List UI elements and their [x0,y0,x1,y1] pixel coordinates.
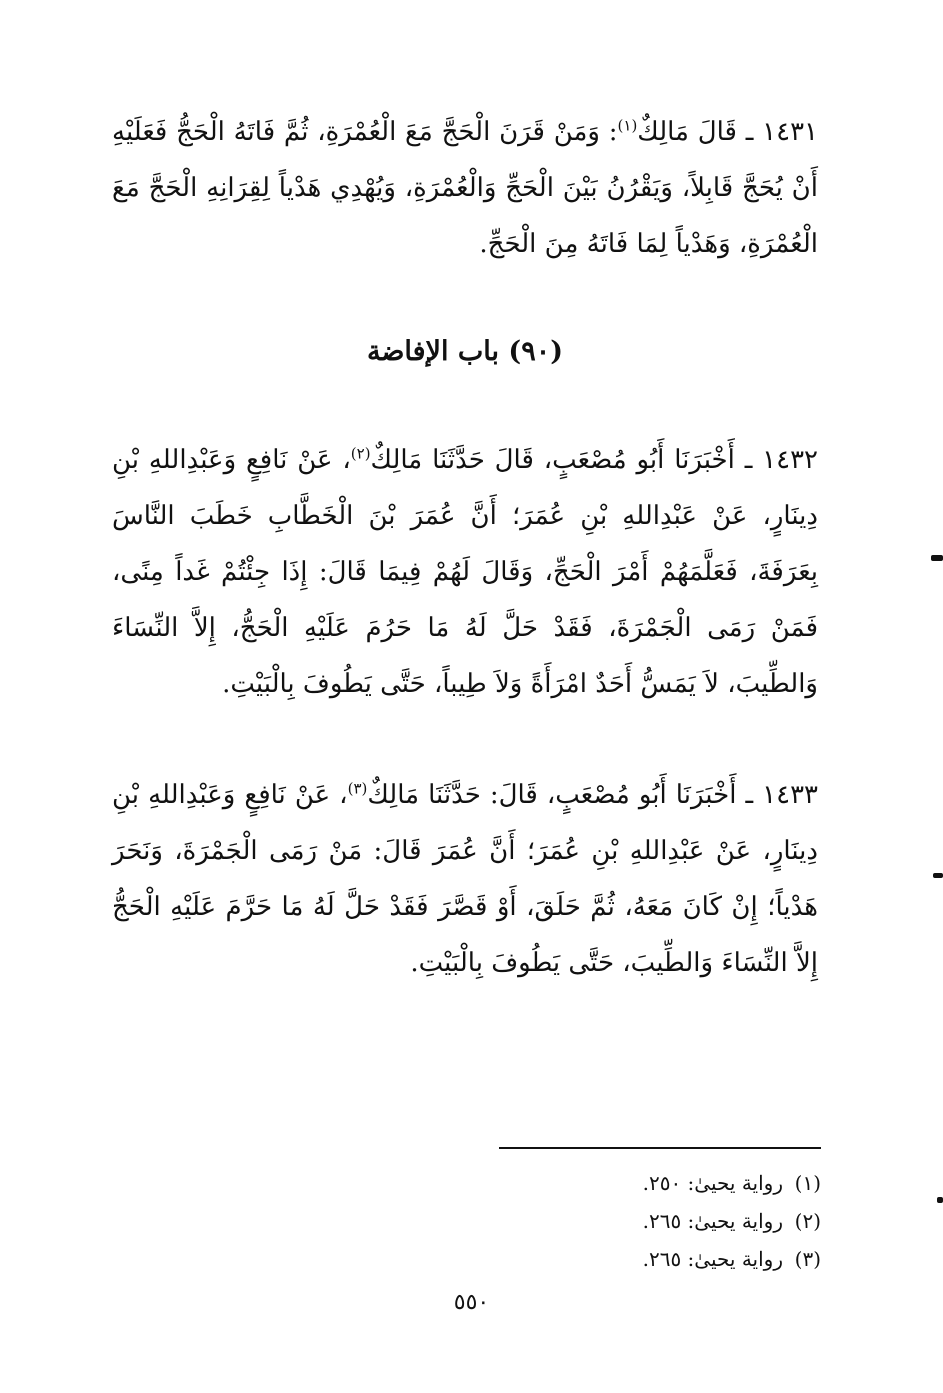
scan-edge-mark [937,1197,943,1203]
footnote-ref: (٣) [347,779,368,798]
paragraph-1432 [112,432,818,712]
scan-edge-mark [931,555,943,561]
paragraph-lead: ١٤٣١ ـ قَالَ مَالِكٌ [637,117,818,147]
footnote-3 [499,1240,821,1278]
paragraph-lead: ١٤٣٢ ـ أَخْبَرَنَا أَبُو مُصْعَبٍ، قَالَ حَدَّثَنَا مَالِكٌ [370,445,819,475]
footnote-number: (٣) [794,1247,821,1271]
paragraph-body: ، عَنْ نَافِعٍ وَعَبْدِاللهِ بْنِ دِينَارٍ، عَنْ عَبْدِاللهِ بْنِ عُمَرَ؛ أَنَّ عُمَرَ بْنَ الْخَطَّابِ خَطَبَ النَّاسَ بِعَرَفَةَ، فَعَلَّمَهُمْ أَمْرَ الْحَجِّ، وَقَالَ لَهُمْ فِيمَا قَالَ: إِذَا جِئْتُمْ غَداً مِنًى، فَمَنْ رَمَى الْجَمْرَةَ، فَقَدْ حَلَّ لَهُ مَا حَرُمَ عَلَيْهِ الْحَجُّ، إِلاَّ النِّسَاءَ وَالطِّيبَ، لاَ يَمَسُّ أَحَدٌ امْرَأَةً وَلاَ طِيباً، حَتَّى يَطُوفَ بِالْبَيْتِ. [112,445,818,699]
footnote-text: رواية يحيىٰ: ٢٥٠. [642,1171,783,1195]
footnote-2 [499,1202,821,1240]
footnote-number: (٢) [794,1209,821,1233]
footnote-ref: (١) [617,116,638,135]
footnote-1 [499,1164,821,1202]
footnote-number: (١) [794,1171,821,1195]
paragraph-1433 [112,767,818,991]
paragraph-body: : وَمَنْ قَرَنَ الْحَجَّ مَعَ الْعُمْرَةِ، ثُمَّ فَاتَهُ الْحَجُّ فَعَلَيْهِ أَنْ يُحَجَّ قَابِلاً، وَيَقْرُنُ بَيْنَ الْحَجِّ وَالْعُمْرَةِ، وَيُهْدِي هَدْياً لِقِرَانِهِ الْحَجَّ مَعَ الْعُمْرَةِ، وَهَدْياً لِمَا فَاتَهُ مِنَ الْحَجِّ. [112,117,818,259]
footnote-text: رواية يحيىٰ: ٢٦٥. [642,1209,783,1233]
footnote-text: رواية يحيىٰ: ٢٦٥. [642,1247,783,1271]
paragraph-body: ، عَنْ نَافِعٍ وَعَبْدِاللهِ بْنِ دِينَارٍ، عَنْ عَبْدِاللهِ بْنِ عُمَرَ؛ أَنَّ عُمَرَ قَالَ: مَنْ رَمَى الْجَمْرَةَ، وَنَحَرَ هَدْياً؛ إِنْ كَانَ مَعَهُ، ثُمَّ حَلَقَ، أَوْ قَصَّرَ فَقَدْ حَلَّ لَهُ مَا حَرَّمَ عَلَيْهِ الْحَجُّ إِلاَّ النِّسَاءَ وَالطِّيبَ، حَتَّى يَطُوفَ بِالْبَيْتِ. [112,780,818,978]
page-number: ٥٥٠ [453,1290,490,1315]
chapter-heading: (٩٠) باب الإفاضة [367,336,563,367]
paragraph-lead: ١٤٣٣ ـ أَخْبَرَنَا أَبُو مُصْعَبٍ، قَالَ: حَدَّثَنَا مَالِكٌ [367,780,819,810]
scan-edge-mark [933,873,943,878]
paragraph-1431 [112,104,818,272]
footnote-divider [499,1147,821,1149]
footnotes [499,1164,821,1278]
footnote-ref: (٢) [350,444,371,463]
